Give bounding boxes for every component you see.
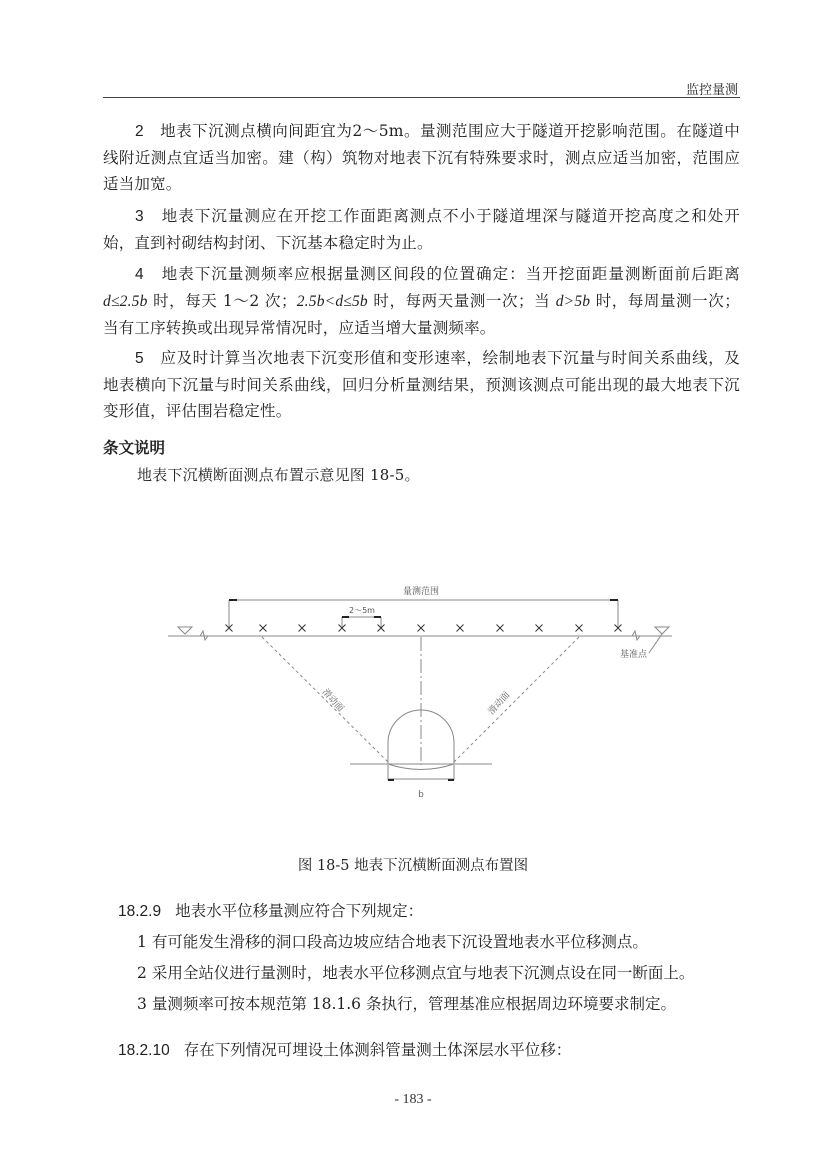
measuring-point-marker	[497, 625, 504, 632]
paragraph-4	[103, 261, 740, 341]
range-label: 量测范围	[402, 587, 440, 597]
clause-18-2-9	[118, 898, 748, 925]
paragraph-text: 地表下沉量测频率应根据量测区间段的位置确定：当开挖面距量测断面前后距离	[161, 265, 740, 283]
clause-title: 地表水平位移量测应符合下列规定：	[175, 902, 424, 920]
page-number: - 183 -	[394, 1092, 432, 1107]
measuring-point-marker	[418, 625, 425, 632]
paragraph-text: 时，每周量测一次；当有工序转换或出现异常情况时，应适当增大量测频率。	[103, 292, 740, 337]
measuring-point-marker	[260, 625, 267, 632]
math-expression: d≤2.5b	[103, 293, 148, 310]
clause-number: 18.2.10	[118, 1042, 170, 1059]
header-rule	[103, 97, 740, 98]
spacing-label: 2～5m	[349, 606, 375, 615]
measuring-point-marker	[576, 625, 583, 632]
commentary-heading: 条文说明	[103, 438, 166, 457]
paragraph-text: 地表下沉测点横向间距宜为2～5m。量测范围应大于隧道开挖影响范围。在隧道中线附近测点宜适当加密。建（构）筑物对地表下沉有特殊要求时，测点应适当加密，范围应适当加宽。	[103, 122, 740, 193]
slip-surface-right	[453, 637, 579, 763]
item-number: 3	[137, 995, 147, 1013]
item-text: 有可能发生滑移的洞口段高边坡应结合地表下沉设置地表水平位移测点。	[151, 933, 648, 951]
paragraph-text: 时，每天 1～2 次；	[147, 292, 297, 310]
paragraph-5	[103, 345, 740, 424]
clause-item-2	[137, 960, 757, 986]
clause-number: 18.2.9	[118, 903, 162, 920]
paragraph-number: 5	[135, 350, 144, 367]
clause-item-1	[137, 929, 757, 955]
item-number: 2	[137, 964, 147, 982]
item-number: 1	[137, 933, 147, 951]
measuring-point-marker	[536, 625, 543, 632]
paragraph-number: 2	[135, 123, 144, 140]
clause-item-3	[137, 991, 757, 1017]
item-text: 采用全站仪进行量测时，地表水平位移测点宜与地表下沉测点设在同一断面上。	[151, 964, 695, 982]
figure-caption: 图 18-5 地表下沉横断面测点布置图	[297, 858, 529, 874]
benchmark-label: 基准点	[620, 650, 648, 660]
math-expression: 2.5b<d≤5b	[296, 293, 368, 310]
paragraph-3	[103, 203, 740, 256]
paragraph-text: 应及时计算当次地表下沉变形值和变形速率，绘制地表下沉量与时间关系曲线，及地表横向下沉量与时间关系曲线，回归分析量测结果，预测该测点可能出现的最大地表下沉变形值，评估围岩稳定性。	[103, 349, 741, 420]
running-header-title: 监控量测	[685, 83, 738, 98]
item-text: 量测频率可按本规范第 18.1.6 条执行，管理基准应根据周边环境要求制定。	[151, 995, 676, 1013]
width-label: b	[418, 790, 424, 800]
slip-surface-label-right: 滑动面	[486, 690, 513, 718]
clause-18-2-10	[118, 1037, 748, 1064]
measuring-point-marker	[457, 625, 464, 632]
commentary-text: 地表下沉横断面测点布置示意见图 18-5。	[137, 466, 420, 484]
measuring-point-marker	[299, 625, 306, 632]
math-expression: d>5b	[555, 293, 591, 310]
slip-surface-label-left: 滑动面	[319, 687, 346, 715]
paragraph-text: 时，每两天量测一次；当	[367, 292, 556, 310]
clause-title: 存在下列情况可埋设土体测斜管量测土体深层水平位移：	[183, 1041, 572, 1059]
paragraph-2	[103, 118, 740, 197]
paragraph-text: 地表下沉量测应在开挖工作面距离测点不小于隧道埋深与隧道开挖高度之和处开始，直到衬砌结构封闭、下沉基本稳定时为止。	[103, 207, 740, 252]
paragraph-number: 4	[135, 266, 144, 283]
benchmark-leader	[649, 634, 662, 653]
benchmark-triangle-right	[655, 627, 669, 634]
figure-18-5	[0, 575, 826, 835]
paragraph-number: 3	[135, 208, 144, 225]
benchmark-triangle-left	[178, 627, 192, 634]
